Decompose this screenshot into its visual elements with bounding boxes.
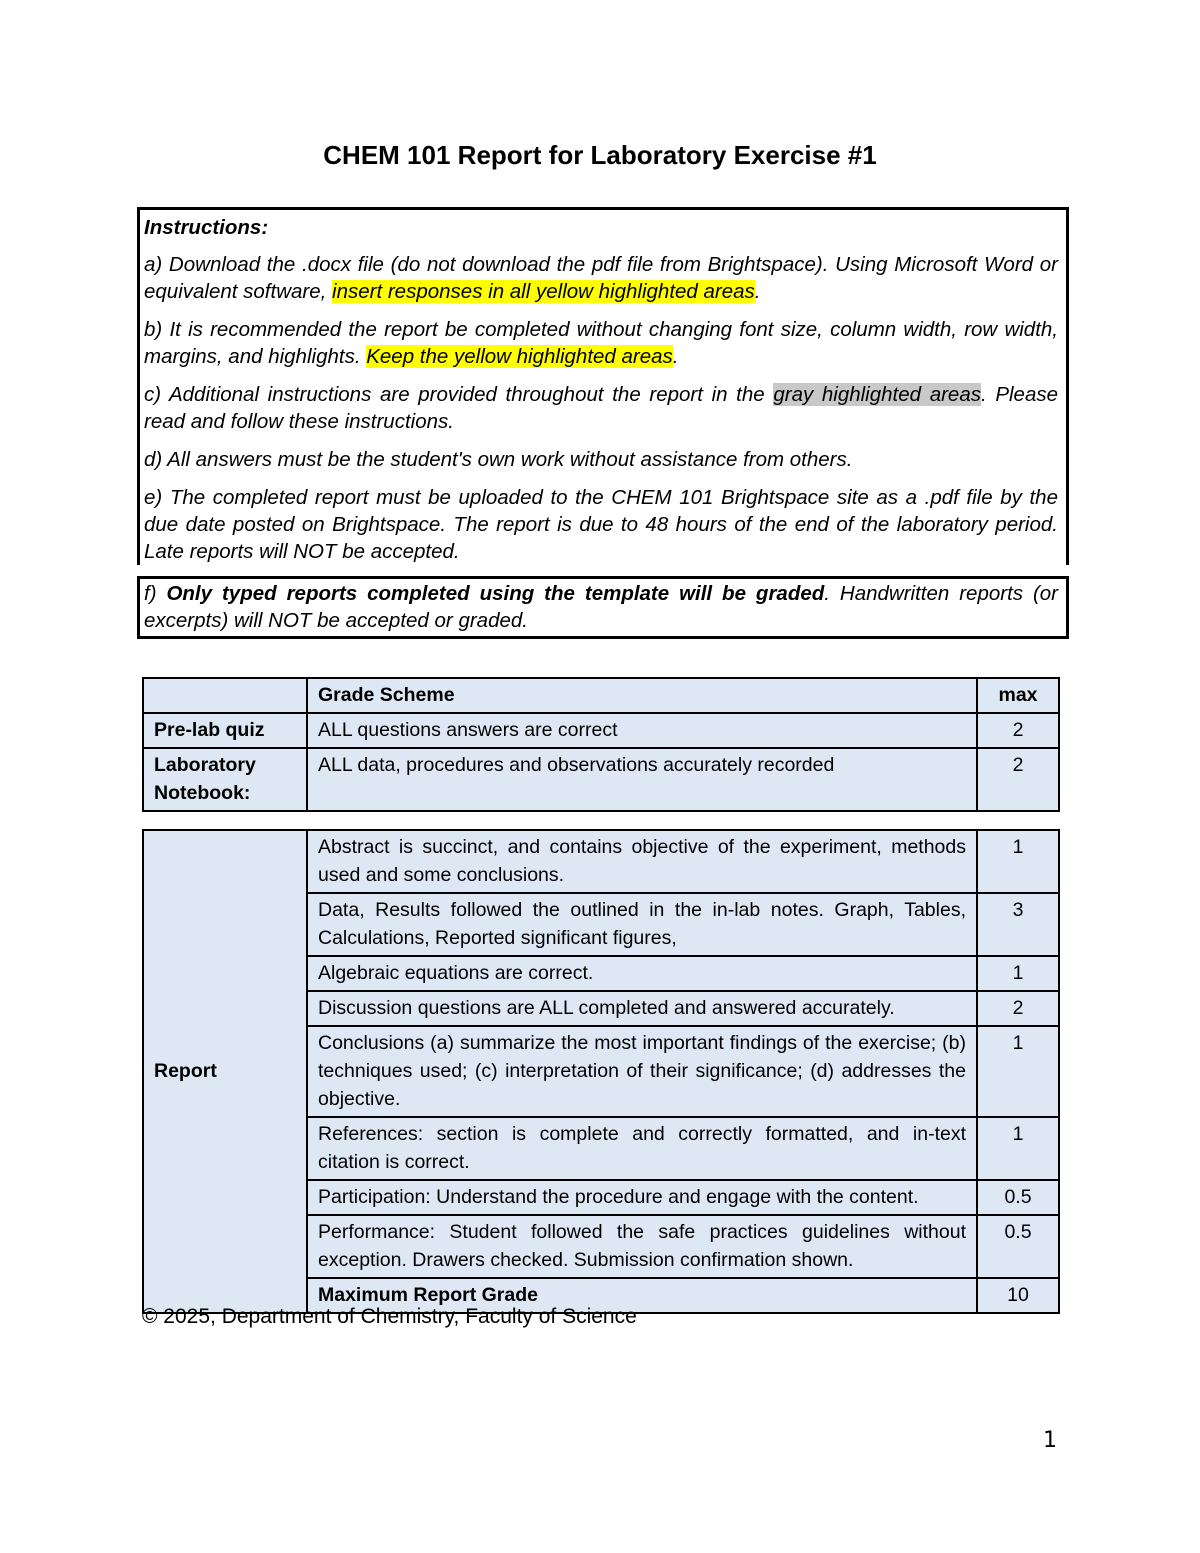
instructions-spacer [137, 435, 1069, 446]
table-header-row [143, 678, 1059, 713]
instructions-gap [137, 565, 1069, 576]
instruction-e: e) The completed report must be uploaded to the CHEM 101 Brightspace site as a .pdf file by the due date posted on Brightspace. The report is due to 48 hours of the end of the laboratory period. Late reports will NOT be accepted. [137, 484, 1069, 565]
instruction-a-text: a) Download the .docx file (do not download the pdf file from Brightspace). Using Microsoft Word or equivalent software, [144, 253, 1058, 303]
yellow-highlight-b: Keep the yellow highlighted areas [366, 345, 673, 368]
page-number: 1 [1043, 1428, 1057, 1453]
grade-scheme-header: Grade Scheme [307, 678, 977, 713]
row-description: Data, Results followed the outlined in the in-lab notes. Graph, Tables, Calculations, Reported significant figures, [307, 893, 977, 956]
instructions-spacer [137, 370, 1069, 381]
instruction-f-bold: Only typed reports completed using the template will be graded [166, 582, 825, 605]
instruction-b [137, 316, 1069, 370]
row-description: ALL questions answers are correct [307, 713, 977, 748]
instructions-spacer [137, 305, 1069, 316]
instructions-heading: Instructions: [137, 207, 1069, 245]
row-description: Participation: Understand the procedure and engage with the content. [307, 1180, 977, 1215]
copyright-notice: © 2025, Department of Chemistry, Faculty of Science [142, 1305, 637, 1328]
grade-scheme-table [142, 677, 1060, 812]
row-max: 1 [977, 956, 1059, 991]
row-description: References: section is complete and correctly formatted, and in-text citation is correct. [307, 1117, 977, 1180]
row-max: 2 [977, 991, 1059, 1026]
report-grade-table [142, 829, 1060, 1314]
yellow-highlight-a: insert responses in all yellow highlighted areas [332, 280, 755, 303]
row-max: 0.5 [977, 1215, 1059, 1278]
instruction-b-end: . [672, 345, 679, 368]
instructions-spacer [137, 473, 1069, 484]
page-title: CHEM 101 Report for Laboratory Exercise #1 [323, 140, 877, 170]
empty-header-cell [143, 678, 307, 713]
instructions-box [137, 207, 1069, 639]
instruction-d: d) All answers must be the student's own work without assistance from others. [137, 446, 1069, 473]
instruction-c [137, 381, 1069, 435]
row-max: 2 [977, 748, 1059, 811]
instruction-a-end: . [754, 280, 761, 303]
row-description: Discussion questions are ALL completed and answered accurately. [307, 991, 977, 1026]
row-description: Abstract is succinct, and contains objective of the experiment, methods used and some conclusions. [307, 830, 977, 893]
report-label: Report [143, 830, 307, 1313]
instruction-f-prefix: f) [144, 582, 167, 605]
total-label: Maximum Report Grade [307, 1278, 977, 1313]
instruction-f-text: . Handwritten reports (or excerpts) will NOT be accepted or graded. [144, 582, 1059, 632]
table-row [143, 713, 1059, 748]
instruction-f [137, 576, 1069, 639]
row-label: Laboratory Notebook: [143, 748, 307, 811]
row-max: 1 [977, 1026, 1059, 1117]
instruction-b-text: b) It is recommended the report be completed without changing font size, column width, row width, margins, and highlights. [144, 318, 1058, 368]
row-max: 3 [977, 893, 1059, 956]
gray-highlight-c: gray highlighted areas [773, 383, 981, 406]
instruction-a [137, 251, 1069, 305]
row-max: 2 [977, 713, 1059, 748]
max-header: max [977, 678, 1059, 713]
row-max: 1 [977, 1117, 1059, 1180]
instruction-c-text: c) Additional instructions are provided throughout the report in the [144, 383, 774, 406]
total-max: 10 [977, 1278, 1059, 1313]
table-row [143, 748, 1059, 811]
row-description: Conclusions (a) summarize the most important findings of the exercise; (b) techniques used; (c) interpretation of their significance; (d) addresses the objective. [307, 1026, 977, 1117]
row-description: Algebraic equations are correct. [307, 956, 977, 991]
row-label: Pre-lab quiz [143, 713, 307, 748]
row-max: 1 [977, 830, 1059, 893]
row-description: Performance: Student followed the safe practices guidelines without exception. Drawers checked. Submission confirmation shown. [307, 1215, 977, 1278]
row-max: 0.5 [977, 1180, 1059, 1215]
row-description: ALL data, procedures and observations accurately recorded [307, 748, 977, 811]
instruction-c-end: . Please read and follow these instructions. [144, 383, 1059, 433]
table-row [143, 830, 1059, 893]
